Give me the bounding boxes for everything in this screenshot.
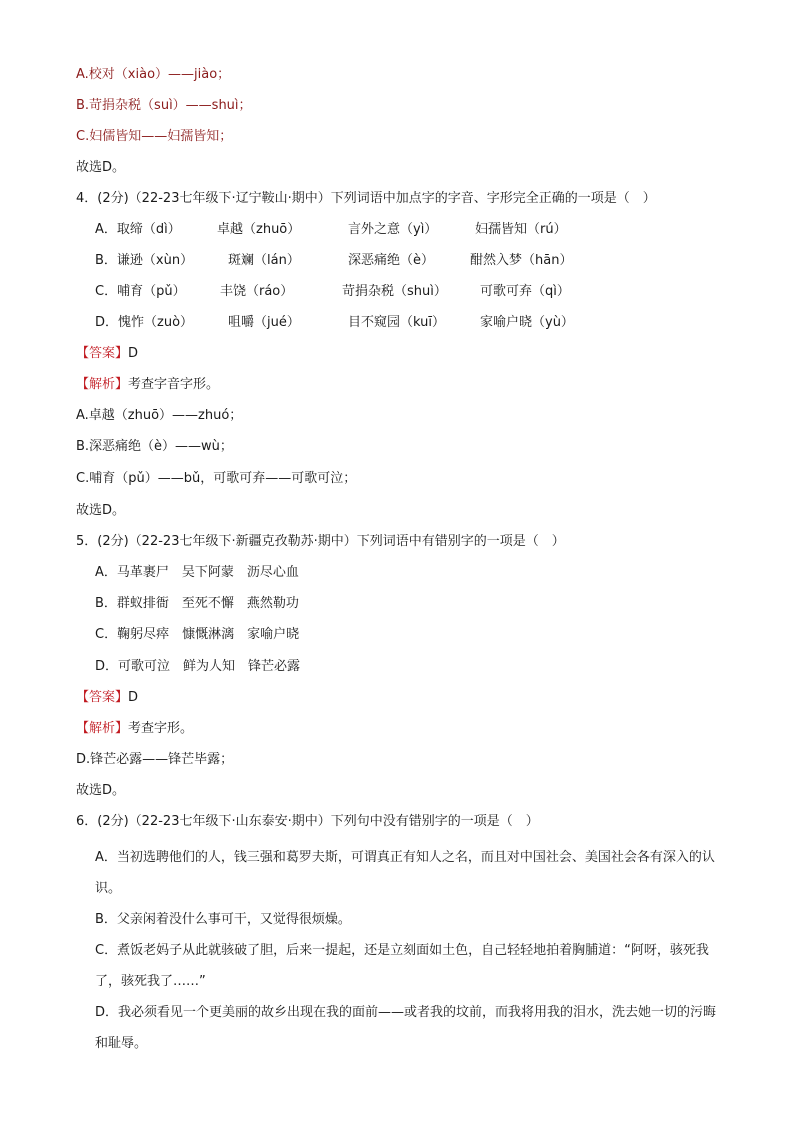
option-word: 可歌可弃（qì） xyxy=(480,284,570,299)
q6-stem: 6．(2分)（22-23七年级下·山东泰安·期中）下列句中没有错别字的一项是（ ） xyxy=(76,814,539,829)
analysis-tag: 【解析】 xyxy=(76,377,129,392)
q4-analysis xyxy=(76,376,219,394)
analysis-text: 考查字音字形。 xyxy=(128,377,220,392)
q5-analysis xyxy=(76,720,193,738)
option-word: A．取缔（dì） xyxy=(95,222,181,237)
option-word: 斑斓（lán） xyxy=(228,253,300,268)
q4-answer xyxy=(76,345,138,363)
explain-line: A.卓越（zhuō）——zhuó； xyxy=(76,408,243,423)
option-word: 目不窥园（kuī） xyxy=(348,315,445,330)
q4-option-c xyxy=(95,283,695,301)
option-word: 妇孺皆知（rú） xyxy=(475,222,567,237)
answer-value: D xyxy=(128,690,139,705)
conclusion-line: 故选D。 xyxy=(76,503,126,518)
conclusion-line: 故选D。 xyxy=(76,160,126,175)
option-word: 家喻户晓（yù） xyxy=(480,315,574,330)
option-word: 深恶痛绝（è） xyxy=(348,253,434,268)
analysis-text: 考查字形。 xyxy=(128,721,194,736)
q6-option-d: D．我必须看见一个更美丽的故乡出现在我的面前——或者我的坟前，而我将用我的泪水，洗去她一切的污晦和耻辱。 xyxy=(95,1005,717,1051)
option-word: 卓越（zhuō） xyxy=(217,222,301,237)
option-word: 咀嚼（jué） xyxy=(228,315,300,330)
explain-line: B.深恶痛绝（è）——wù； xyxy=(76,439,233,454)
option-word: D．愧怍（zuò） xyxy=(95,315,194,330)
conclusion-line: 故选D。 xyxy=(76,783,126,798)
analysis-tag: 【解析】 xyxy=(76,721,129,736)
option-word: C．哺育（pǔ） xyxy=(95,284,186,299)
q6-option-a: A．当初选聘他们的人，钱三强和葛罗夫斯，可谓真正有知人之名，而且对中国社会、美国社会各有深入的认识。 xyxy=(95,850,715,896)
explain-line: C.哺育（pǔ）——bǔ，可歌可弃——可歌可泣； xyxy=(76,471,357,486)
q5-option-b: B．群蚁排衙 至死不懈 燕然勒功 xyxy=(95,596,299,611)
explain-line: B.苛捐杂税（suì）——shuì； xyxy=(76,98,252,113)
answer-tag: 【答案】 xyxy=(76,690,129,705)
option-word: 言外之意（yì） xyxy=(348,222,438,237)
q5-option-c: C．鞠躬尽瘁 慷慨淋漓 家喻户晓 xyxy=(95,627,300,642)
q5-option-a: A．马革裹尸 吴下阿蒙 沥尽心血 xyxy=(95,565,299,580)
q5-option-d: D．可歌可泣 鲜为人知 锋芒必露 xyxy=(95,659,301,674)
q6-option-b: B．父亲闲着没什么事可干，又觉得很烦燥。 xyxy=(95,912,351,927)
q5-stem: 5．(2分)（22-23七年级下·新疆克孜勒苏·期中）下列词语中有错别字的一项是（ ） xyxy=(76,534,565,549)
explain-line: C.妇儒皆知——妇孺皆知； xyxy=(76,129,233,144)
option-word: 丰饶（ráo） xyxy=(220,284,294,299)
explain-line: A.校对（xiào）——jiào； xyxy=(76,67,231,82)
q4-option-b xyxy=(95,252,695,270)
answer-value: D xyxy=(128,346,139,361)
q4-stem: 4．(2分)（22-23七年级下·辽宁鞍山·期中）下列词语中加点字的字音、字形完全正确的一项是（ ） xyxy=(76,191,656,206)
explain-line: D.锋芒必露——锋芒毕露； xyxy=(76,752,234,767)
option-word: 苛捐杂税（shuì） xyxy=(342,284,447,299)
option-word: B．谦逊（xùn） xyxy=(95,253,194,268)
option-word: 酣然入梦（hān） xyxy=(470,253,573,268)
q4-option-a xyxy=(95,221,695,239)
answer-tag: 【答案】 xyxy=(76,346,129,361)
q4-option-d xyxy=(95,314,695,332)
q6-option-c: C．煮饭老妈子从此就骇破了胆，后来一提起，还是立刻面如土色，自己轻轻地拍着胸脯道：“阿呀，骇死我了，骇死我了……” xyxy=(95,943,709,989)
q5-answer xyxy=(76,689,138,707)
